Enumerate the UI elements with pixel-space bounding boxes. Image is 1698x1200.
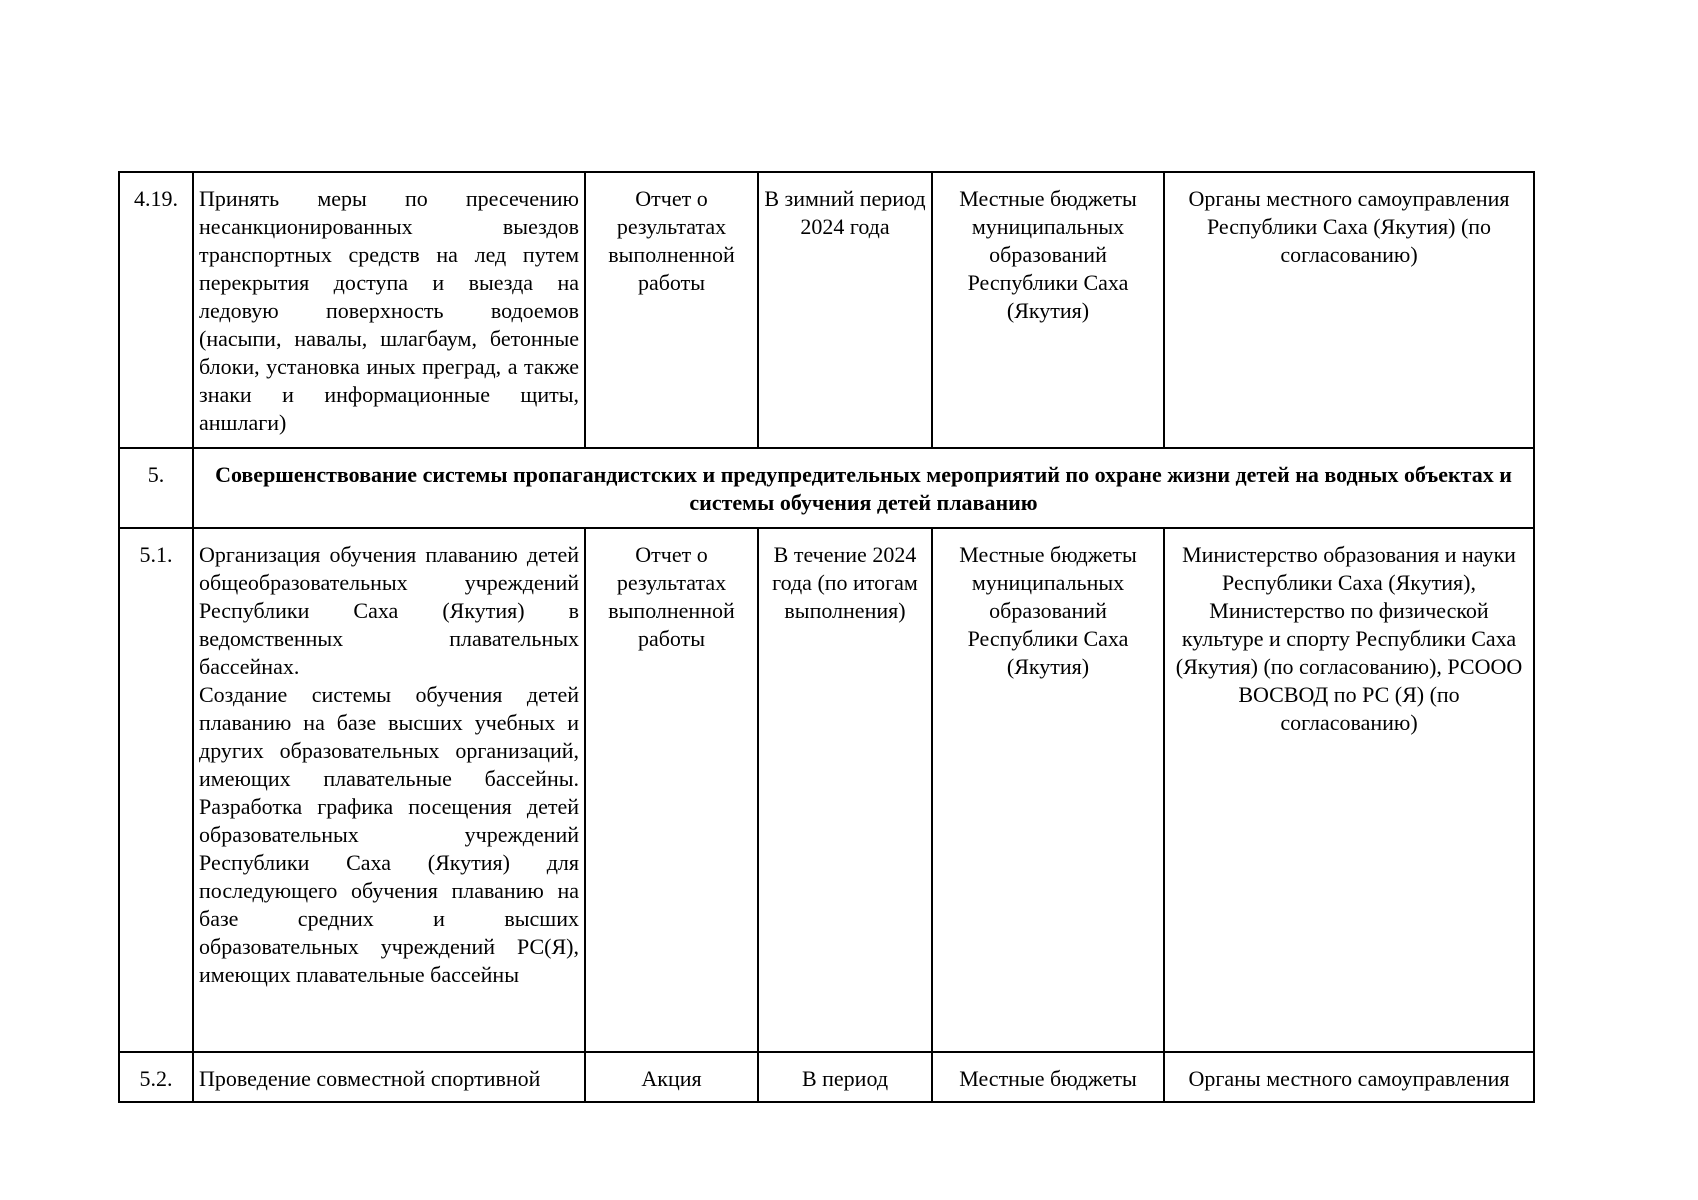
result-cell: Отчет о результатах выполненной работы [585, 528, 758, 1052]
measure-paragraph: Создание системы обучения детей плаванию на базе высших учебных и других образовательных организаций, имеющих плавательные бассейны. Разработка графика посещения детей образовательных учреждений Республики Саха (Якутия) для последующего обучения плаванию на базе средних и высших образовательных учреждений РС(Я), имеющих плавательные бассейны [199, 682, 579, 987]
executor-cell: Министерство образования и науки Республики Саха (Якутия), Министерство по физической культуре и спорту Республики Саха (Якутия) (по согласованию), РСООО ВОСВОД по РС (Я) (по согласованию) [1164, 528, 1534, 1052]
measure-cell: Принять меры по пресечению несанкционированных выездов транспортных средств на лед путем перекрытия доступа и выезда на ледовую поверхность водоемов (насыпи, навалы, шлагбаум, бетонные блоки, установка иных преград, а также знаки и информационные щиты, аншлаги) [193, 172, 585, 448]
row-number: 5.2. [119, 1052, 193, 1102]
funding-cell: Местные бюджеты [932, 1052, 1164, 1102]
section-row [119, 448, 1534, 528]
measure-cell: Проведение совместной спортивной [193, 1052, 585, 1102]
row-number: 4.19. [119, 172, 193, 448]
action-plan-table [118, 171, 1535, 1103]
result-cell: Отчет о результатах выполненной работы [585, 172, 758, 448]
section-title: Совершенствование системы пропагандистских и предупредительных мероприятий по охране жизни детей на водных объектах и системы обучения детей плаванию [193, 448, 1534, 528]
term-cell: В течение 2024 года (по итогам выполнения) [758, 528, 932, 1052]
result-cell: Акция [585, 1052, 758, 1102]
table-row [119, 1052, 1534, 1102]
term-cell: В период [758, 1052, 932, 1102]
funding-cell: Местные бюджеты муниципальных образований Республики Саха (Якутия) [932, 172, 1164, 448]
funding-cell: Местные бюджеты муниципальных образований Республики Саха (Якутия) [932, 528, 1164, 1052]
executor-cell: Органы местного самоуправления Республики Саха (Якутия) (по согласованию) [1164, 172, 1534, 448]
measure-cell [193, 528, 585, 1052]
term-cell: В зимний период 2024 года [758, 172, 932, 448]
measure-paragraph: Организация обучения плаванию детей общеобразовательных учреждений Республики Саха (Якутия) в ведомственных плавательных бассейнах. [199, 542, 579, 679]
section-number: 5. [119, 448, 193, 528]
table-row [119, 172, 1534, 448]
row-number: 5.1. [119, 528, 193, 1052]
executor-cell: Органы местного самоуправления [1164, 1052, 1534, 1102]
table-row [119, 528, 1534, 1052]
